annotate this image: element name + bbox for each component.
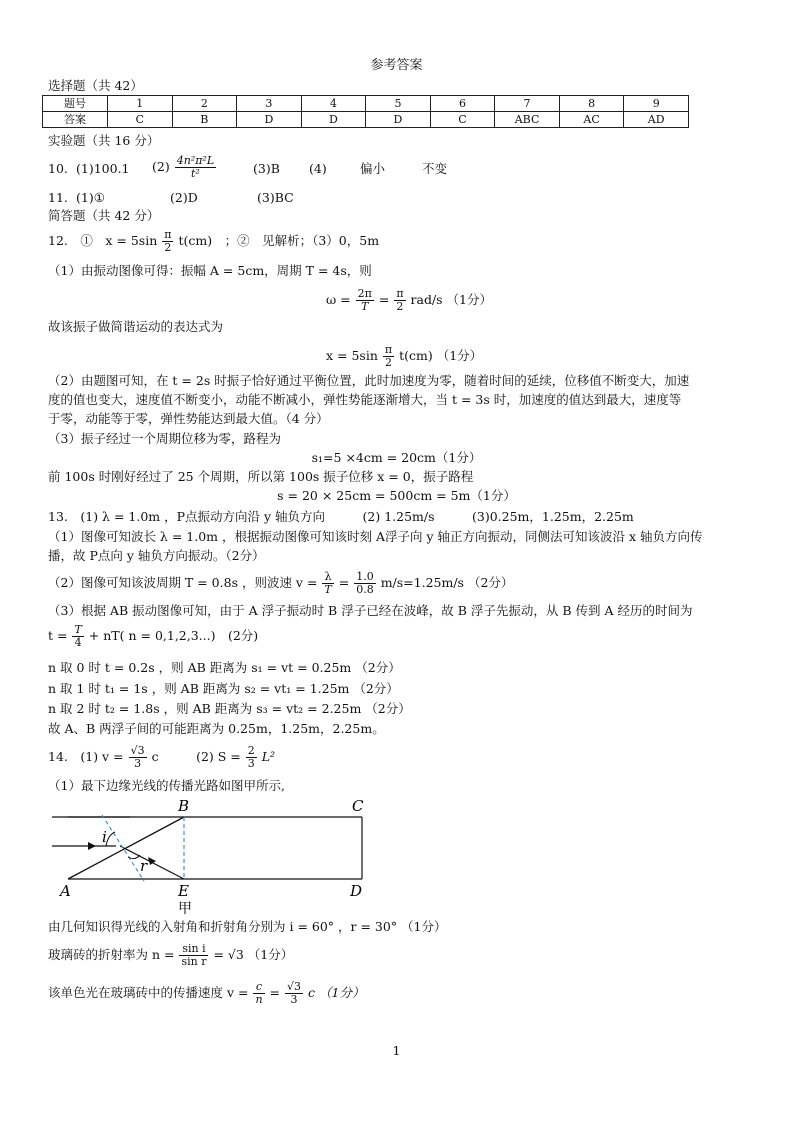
q14-fraction-3 (179, 943, 208, 968)
q14-summary-mid: c (2) S = (151, 749, 241, 764)
table-row-numbers (43, 96, 689, 112)
table-cell: ABC (495, 112, 560, 128)
table-row-header: 题号 (43, 96, 108, 112)
q10-part2-prefix: (2) (152, 159, 170, 174)
table-cell: 4 (301, 96, 366, 112)
q12-line2: 故该振子做简谐运动的表达式为 (48, 319, 224, 334)
q12-omega-equation (326, 285, 492, 315)
label-e: E (178, 882, 189, 900)
q14-fraction-1 (129, 745, 147, 770)
q14-line4-post: c （1分） (308, 985, 365, 1000)
label-c: C (352, 797, 364, 815)
table-cell: 6 (430, 96, 495, 112)
table-cell: 3 (237, 96, 302, 112)
q13-line9: 故 A、B 两浮子间的可能距离为 0.25m，1.25m，2.25m。 (48, 721, 385, 736)
fraction-den: n (255, 993, 263, 1006)
arrow-icon (88, 842, 96, 850)
omega-equals: = (378, 292, 390, 307)
eq-fraction (383, 344, 394, 369)
table-cell: D (237, 112, 302, 128)
table-cell: AC (559, 112, 624, 128)
fraction-num: π (396, 287, 404, 300)
q13-line6: n 取 0 时 t = 0.2s ，则 AB 距离为 s₁ = vt = 0.25m （2分） (48, 660, 401, 675)
q13-summary: 13. (1) λ = 1.0m ，P点振动方向沿 y 轴负方向 (2) 1.25m/s (3)0.25m，1.25m，2.25m (48, 509, 634, 524)
q13-line2: 播，故 P点向 y 轴负方向振动。（2分） (48, 548, 265, 563)
q10-part4-b: 不变 (422, 161, 448, 176)
fraction-den: 3 (247, 757, 255, 770)
q14-fraction-2 (246, 745, 257, 770)
q12-line9: s = 20 × 25cm = 500cm = 5m（1分） (277, 488, 516, 503)
fraction-den: 2 (396, 300, 404, 313)
q12-summary-pre: 12. ① x = 5sin (48, 233, 158, 248)
table-cell: 2 (172, 96, 237, 112)
q12-line6: （3）振子经过一个周期位移为零，路程为 (48, 431, 281, 446)
q14-fraction-5 (285, 981, 303, 1006)
q12-summary-post: t(cm) ；② 见解析；（3）0，5m (178, 233, 380, 248)
q11-part3: (3)BC (257, 190, 294, 205)
fraction-den: 3 (290, 993, 298, 1006)
fraction-num: λ (322, 571, 333, 584)
q12-line1: （1）由振动图像可得：振幅 A = 5cm，周期 T = 4s，则 (48, 263, 372, 278)
q10-fraction-num: 4n²π²L (176, 154, 215, 167)
fraction-num: c (253, 981, 264, 994)
fraction-num: 2 (247, 744, 255, 757)
fraction-den: 2 (164, 241, 172, 254)
q14-line3 (48, 938, 293, 972)
fraction-den: T (324, 583, 332, 596)
q13-line5 (48, 621, 258, 651)
q14-line3-pre: 玻璃砖的折射率为 n = (48, 947, 175, 962)
q12-line5: 于零，动能等于零，弹性势能达到最大值。（4 分） (48, 411, 329, 426)
table-cell: 8 (559, 96, 624, 112)
label-a: A (60, 882, 71, 900)
q13-line7: n 取 1 时 t₁ = 1s ，则 AB 距离为 s₂ = vt₁ = 1.25m （2分） (48, 681, 399, 696)
fraction-num: 1.0 (356, 570, 374, 583)
q14-summary (48, 742, 275, 772)
q13-line5-pre: t = (48, 628, 68, 643)
q13-line3 (48, 568, 513, 598)
q12-summary-fraction (162, 229, 173, 254)
q14-line3-post: = √3 （1分） (213, 947, 294, 962)
omega-fraction-2 (394, 288, 405, 313)
q14-summary-pre: 14. (1) v = (48, 749, 124, 764)
label-r: r (140, 857, 148, 875)
page-title: 参考答案 (370, 58, 423, 73)
q14-line2: 由几何知识得光线的入射角和折射角分别为 i = 60° ，r = 30° （1分） (48, 919, 447, 934)
label-d: D (350, 882, 363, 900)
q13-fraction-3 (72, 624, 83, 649)
fraction-num: T (74, 623, 82, 636)
table-row-header: 答案 (43, 112, 108, 128)
fraction-den: sin r (181, 955, 207, 968)
label-b: B (178, 797, 190, 815)
omega-fraction-1 (356, 288, 374, 313)
page-number: 1 (392, 1043, 401, 1058)
q14-line1: （1）最下边缘光线的传播光路如图甲所示, (48, 778, 285, 793)
fraction-den: 4 (74, 636, 82, 649)
q10-part4: (4) (309, 161, 327, 176)
q13-line1: （1）图像可知波长 λ = 1.0m ，根据振动图像可知该时刻 A浮子向 y 轴正方向振动，同侧法可知该波沿 x 轴负方向传 (48, 529, 703, 544)
section-title-experiment: 实验题（共 16 分） (48, 133, 160, 148)
table-cell: AD (624, 112, 689, 128)
q10-fraction-den: t² (191, 167, 200, 180)
section-title-short-answer: 简答题（共 42 分） (48, 208, 160, 223)
figure-caption: 甲 (178, 901, 192, 915)
q10-part3: (3)B (253, 161, 280, 176)
table-row-answers (43, 112, 689, 128)
answer-table (42, 95, 689, 128)
table-cell: 9 (624, 96, 689, 112)
table-cell: 5 (366, 96, 431, 112)
table-cell: D (366, 112, 431, 128)
table-cell: 7 (495, 96, 560, 112)
fraction-num: π (164, 228, 172, 241)
fraction-den: 0.8 (356, 583, 374, 596)
omega-post: rad/s （1分） (410, 292, 493, 307)
fraction-num: π (384, 343, 393, 356)
q12-summary (48, 226, 379, 256)
q12-line3: （2）由题图可知，在 t = 2s 时振子恰好通过平衡位置，此时加速度为零，随着时间的延续，位移值不断变大，加速 (48, 373, 690, 388)
q13-equals: = (338, 575, 350, 590)
q13-line3-pre: （2）图像可知该波周期 T = 0.8s ，则波速 v = (48, 575, 318, 590)
table-cell: 1 (108, 96, 173, 112)
q14-line4 (48, 976, 364, 1010)
q10-part2 (152, 152, 217, 182)
q13-fraction-1 (322, 571, 333, 596)
q14-summary-post: L² (261, 749, 276, 764)
q12-motion-equation (326, 341, 482, 371)
q14-equals: = (269, 985, 281, 1000)
q12-line4: 度的值也变大，速度值不断变小，动能不断减小，弹性势能逐渐增大，当 t = 3s 时，加速度的值达到最大，速度等 (48, 392, 682, 407)
q11-part1: (1)① (76, 190, 105, 205)
q11-part2: (2)D (170, 190, 198, 205)
omega-pre: ω = (326, 292, 351, 307)
section-title-choice: 选择题（共 42） (48, 78, 143, 93)
fraction-num: √3 (130, 744, 145, 757)
fraction-num: sin i (179, 943, 208, 956)
table-cell: C (430, 112, 495, 128)
fraction-num: 2π (357, 287, 372, 300)
q13-line3-post: m/s=1.25m/s （2分） (380, 575, 514, 590)
table-cell: D (301, 112, 366, 128)
q14-line4-pre: 该单色光在玻璃砖中的传播速度 v = (48, 985, 249, 1000)
q13-fraction-2 (354, 571, 376, 596)
table-cell: C (108, 112, 173, 128)
fraction-den: 3 (134, 757, 142, 770)
q13-line8: n 取 2 时 t₂ = 1.8s ，则 AB 距离为 s₃ = vt₂ = 2.25m （2分） (48, 701, 411, 716)
fraction-den: 2 (384, 356, 392, 369)
table-cell: B (172, 112, 237, 128)
q10-part1: (1)100.1 (76, 161, 130, 176)
light-path-diagram (40, 795, 380, 915)
q11-label: 11. (48, 190, 68, 205)
fraction-den: T (361, 300, 369, 313)
eq-post: t(cm) （1分） (399, 348, 483, 363)
eq-pre: x = 5sin (326, 348, 378, 363)
label-i: i (102, 828, 107, 846)
q12-line8: 前 100s 时刚好经过了 25 个周期，所以第 100s 振子位移 x = 0，振子路程 (48, 469, 474, 484)
q13-line5-post: + nT( n = 0,1,2,3...) (2分) (88, 628, 259, 643)
q13-line4: （3）根据 AB 振动图像可知，由于 A 浮子振动时 B 浮子已经在波峰，故 B 浮子先振动，从 B 传到 A 经历的时间为 (48, 603, 693, 618)
q10-label: 10. (48, 161, 68, 176)
q14-fraction-4 (253, 981, 264, 1006)
fraction-num: √3 (287, 980, 302, 993)
q10-part4-a: 偏小 (360, 161, 386, 176)
q10-fraction (175, 155, 216, 180)
q12-line7: s₁=5 ×4cm = 20cm（1分） (311, 450, 482, 465)
